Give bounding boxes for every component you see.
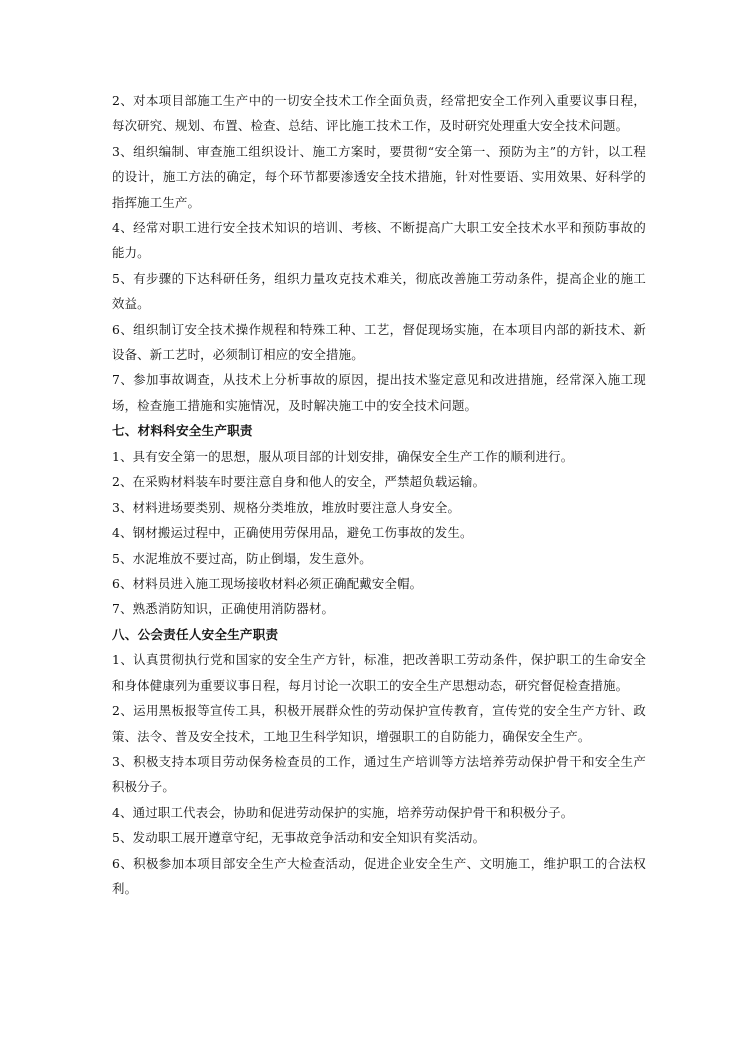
paragraph: 6、组织制订安全技术操作规程和特殊工种、工艺，督促现场实施，在本项目内部的新技术、新设备、新工艺时，必须制订相应的安全措施。 xyxy=(112,321,646,363)
paragraph: 1、认真贯彻执行党和国家的安全生产方针，标准，把改善职工劳动条件，保护职工的生命安全和身体健康列为重要议事日程，每月讨论一次职工的安全生产思想动态，研究督促检查措施。 xyxy=(112,652,646,693)
section-7 xyxy=(112,418,646,621)
paragraph: 5、发动职工展开遵章守纪，无事故竞争活动和安全知识有奖活动。 xyxy=(112,830,486,846)
paragraph: 7、参加事故调查，从技术上分析事故的原因，提出技术鉴定意见和改进措施，经常深入施工现场，检查施工措施和实施情况，及时解决施工中的安全技术问题。 xyxy=(112,372,646,413)
paragraph: 1、具有安全第一的思想，服从项目部的计划安排，确保安全生产工作的顺利进行。 xyxy=(112,448,574,464)
paragraph: 3、材料进场要类别、规格分类堆放，堆放时要注意人身安全。 xyxy=(112,499,461,515)
section-heading: 七、材料科安全生产职责 xyxy=(112,423,253,439)
paragraph: 3、积极支持本项目劳动保务检查员的工作，通过生产培训等方法培养劳动保护骨干和安全生产积极分子。 xyxy=(112,753,646,795)
paragraph: 2、运用黑板报等宣传工具，积极开展群众性的劳动保护宣传教育，宣传党的安全生产方针、政策、法令、普及安全技术，工地卫生科学知识，增强职工的自防能力，确保安全生产。 xyxy=(112,703,646,744)
paragraph: 4、通过职工代表会，协助和促进劳动保护的实施，培养劳动保护骨干和积极分子。 xyxy=(112,804,574,820)
section-8 xyxy=(112,622,646,902)
paragraph: 5、水泥堆放不要过高，防止倒塌，发生意外。 xyxy=(112,550,372,566)
section-6-continued xyxy=(112,88,646,418)
paragraph: 4、经常对职工进行安全技术知识的培训、考核、不断提高广大职工安全技术水平和预防事故的能力。 xyxy=(112,220,646,261)
paragraph: 2、在采购材料装车时要注意自身和他人的安全，严禁超负载运输。 xyxy=(112,474,486,490)
paragraph: 5、有步骤的下达科研任务，组织力量攻克技术难关，彻底改善施工劳动条件，提高企业的施工效益。 xyxy=(112,270,646,312)
paragraph: 2、对本项目部施工生产中的一切安全技术工作全面负责，经常把安全工作列入重要议事日程，每次研究、规划、布置、检查、总结、评比施工技术工作，及时研究处理重大安全技术问题。 xyxy=(112,93,646,134)
section-heading: 八、公会责任人安全生产职责 xyxy=(112,626,279,642)
paragraph: 6、材料员进入施工现场接收材料必须正确配戴安全帽。 xyxy=(112,575,423,591)
paragraph: 7、熟悉消防知识，正确使用消防器材。 xyxy=(112,601,335,617)
paragraph: 6、积极参加本项目部安全生产大检查活动，促进企业安全生产、文明施工，维护职工的合法权利。 xyxy=(112,855,646,896)
paragraph: 3、组织编制、审查施工组织设计、施工方案时，要贯彻“安全第一、预防为主”的方针，以工程的设计，施工方法的确定，每个环节都要渗透安全技术措施，针对性要语、实用效果、好科学的指挥施工生产。 xyxy=(112,143,646,210)
paragraph: 4、钢材搬运过程中，正确使用劳保用品，避免工伤事故的发生。 xyxy=(112,525,473,541)
